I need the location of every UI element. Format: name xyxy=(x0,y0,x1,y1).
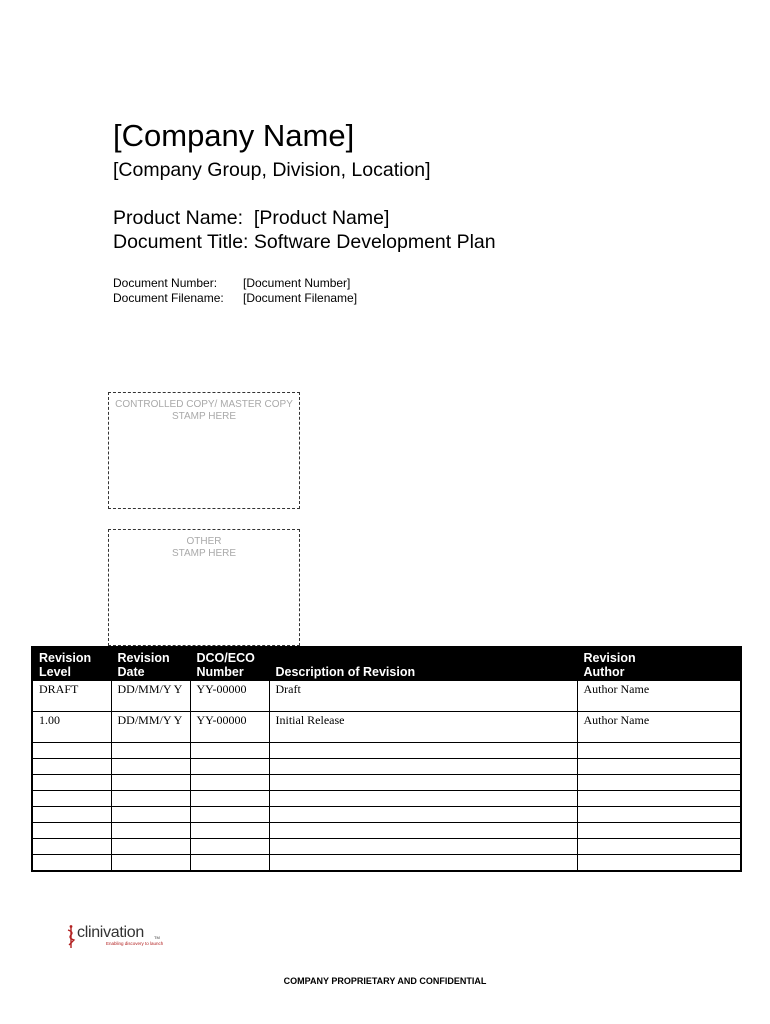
document-filename-label: Document Filename: xyxy=(113,291,224,305)
empty-table-row xyxy=(32,823,741,839)
empty-cell[interactable] xyxy=(190,743,269,759)
empty-cell[interactable] xyxy=(269,743,577,759)
document-filename-value: [Document Filename] xyxy=(243,291,358,305)
dco-eco-number-header: DCO/ECO Number xyxy=(190,647,269,681)
empty-cell[interactable] xyxy=(577,823,741,839)
document-title-value: Software Development Plan xyxy=(253,231,496,253)
empty-cell[interactable] xyxy=(577,839,741,855)
empty-cell[interactable] xyxy=(111,855,190,872)
empty-cell[interactable] xyxy=(577,759,741,775)
other-stamp-box xyxy=(108,529,300,646)
empty-cell[interactable] xyxy=(269,855,577,872)
description-cell: Draft xyxy=(269,681,577,712)
revision-author-header: Revision Author xyxy=(577,647,741,681)
empty-cell[interactable] xyxy=(111,791,190,807)
empty-cell[interactable] xyxy=(32,807,111,823)
author-cell: Author Name xyxy=(577,681,741,712)
revision-date-header: Revision Date xyxy=(111,647,190,681)
dco-number-cell: YY-00000 xyxy=(190,712,269,743)
empty-cell[interactable] xyxy=(32,823,111,839)
empty-table-row xyxy=(32,791,741,807)
revision-history-table xyxy=(31,646,742,872)
table-row xyxy=(32,712,741,743)
empty-cell[interactable] xyxy=(269,759,577,775)
empty-cell[interactable] xyxy=(111,823,190,839)
document-number-line xyxy=(113,276,350,291)
empty-cell[interactable] xyxy=(269,791,577,807)
empty-table-row xyxy=(32,743,741,759)
empty-cell[interactable] xyxy=(190,791,269,807)
logo-tagline: Enabling discovery to launch xyxy=(106,941,164,946)
empty-cell[interactable] xyxy=(190,823,269,839)
caduceus-icon xyxy=(66,924,76,950)
logo-wordmark: clinivation xyxy=(77,924,144,941)
stamp-text-line1: OTHER xyxy=(186,536,222,547)
product-name-line xyxy=(113,206,389,230)
empty-cell[interactable] xyxy=(190,839,269,855)
empty-table-row xyxy=(32,839,741,855)
document-number-value: [Document Number] xyxy=(243,276,351,290)
company-name: [Company Name] xyxy=(113,118,355,153)
empty-cell[interactable] xyxy=(32,759,111,775)
revision-date-cell: DD/MM/Y Y xyxy=(111,681,190,712)
table-row xyxy=(32,681,741,712)
empty-cell[interactable] xyxy=(111,839,190,855)
document-filename-line xyxy=(113,291,357,306)
description-cell: Initial Release xyxy=(269,712,577,743)
stamp-text-line1: CONTROLLED COPY/ MASTER COPY xyxy=(115,399,293,410)
empty-cell[interactable] xyxy=(577,791,741,807)
empty-cell[interactable] xyxy=(111,743,190,759)
document-title-line xyxy=(113,230,496,254)
product-name-label: Product Name: xyxy=(113,207,244,229)
empty-cell[interactable] xyxy=(32,791,111,807)
revision-level-cell: DRAFT xyxy=(32,681,111,712)
revision-date-cell: DD/MM/Y Y xyxy=(111,712,190,743)
empty-cell[interactable] xyxy=(577,855,741,872)
empty-table-row xyxy=(32,855,741,872)
stamp-text-line2: STAMP HERE xyxy=(171,411,237,422)
revision-level-header: Revision Level xyxy=(32,647,111,681)
empty-table-row xyxy=(32,775,741,791)
empty-cell[interactable] xyxy=(190,807,269,823)
empty-cell[interactable] xyxy=(190,775,269,791)
empty-cell[interactable] xyxy=(269,823,577,839)
empty-table-row xyxy=(32,807,741,823)
company-group: [Company Group, Division, Location] xyxy=(113,159,431,181)
author-cell: Author Name xyxy=(577,712,741,743)
empty-cell[interactable] xyxy=(32,839,111,855)
product-name-value: [Product Name] xyxy=(253,207,390,229)
empty-cell[interactable] xyxy=(32,855,111,872)
clinivation-logo xyxy=(66,924,166,950)
empty-cell[interactable] xyxy=(32,775,111,791)
description-header: Description of Revision xyxy=(269,647,577,681)
empty-cell[interactable] xyxy=(577,775,741,791)
confidential-footer: COMPANY PROPRIETARY AND CONFIDENTIAL xyxy=(283,976,487,986)
empty-cell[interactable] xyxy=(111,807,190,823)
revision-level-cell: 1.00 xyxy=(32,712,111,743)
controlled-copy-stamp-box xyxy=(108,392,300,509)
empty-table-row xyxy=(32,759,741,775)
empty-cell[interactable] xyxy=(190,759,269,775)
empty-cell[interactable] xyxy=(32,743,111,759)
document-number-label: Document Number: xyxy=(113,276,218,290)
empty-cell[interactable] xyxy=(577,743,741,759)
stamp-text-line2: STAMP HERE xyxy=(171,548,237,559)
logo-trademark: TM xyxy=(154,935,160,940)
document-title-label: Document Title: xyxy=(113,231,249,253)
empty-cell[interactable] xyxy=(269,807,577,823)
dco-number-cell: YY-00000 xyxy=(190,681,269,712)
empty-cell[interactable] xyxy=(111,775,190,791)
empty-cell[interactable] xyxy=(111,759,190,775)
empty-cell[interactable] xyxy=(577,807,741,823)
empty-cell[interactable] xyxy=(269,839,577,855)
empty-cell[interactable] xyxy=(269,775,577,791)
empty-cell[interactable] xyxy=(190,855,269,872)
table-header-row xyxy=(32,647,741,681)
